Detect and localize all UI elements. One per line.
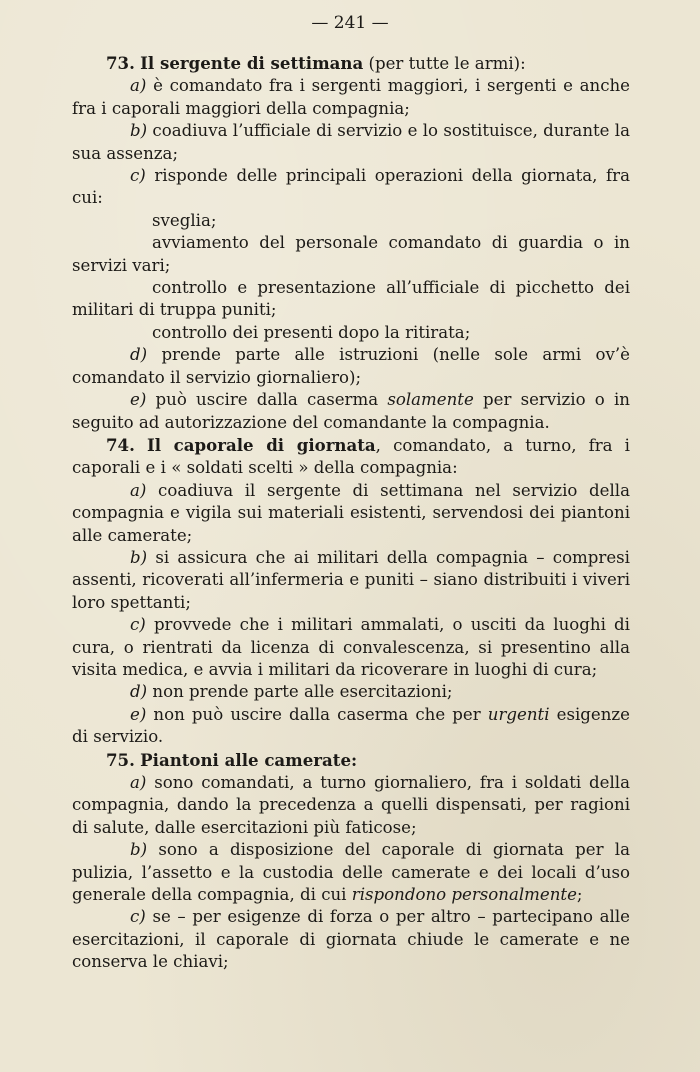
section-title: Il caporale di giornata xyxy=(147,434,376,455)
item-text: se – per esigenze di forza o per altro – partecipano alle esercitazioni, il caporale di giornata chiude le camerate e ne conserva le chiavi; xyxy=(72,907,630,972)
list-item xyxy=(72,165,630,210)
section-title: Piantoni alle camerate: xyxy=(140,749,358,770)
section-number: 74. xyxy=(106,434,135,455)
item-label: e) xyxy=(130,704,147,724)
item-text: non prende parte alle esercitazioni; xyxy=(152,682,453,702)
item-text: coadiuva il sergente di settimana nel servizio della compagnia e vigila sui materiali esistenti, servendosi dei piantoni alle camerate; xyxy=(72,480,630,545)
item-text: risponde delle principali operazioni della giornata, fra cui: xyxy=(72,166,631,208)
item-label: a) xyxy=(130,480,147,500)
document-body xyxy=(72,52,630,974)
item-label: c) xyxy=(130,615,146,635)
item-emphasis: rispondono personalmente xyxy=(351,885,577,905)
list-item xyxy=(72,681,630,703)
section-intro: (per tutte le armi): xyxy=(368,54,526,73)
list-item xyxy=(72,547,630,614)
list-item xyxy=(72,772,630,839)
item-text: sono a disposizione del caporale di giornata per la pulizia, l’assetto e la custodia delle camerate e dei locali d’uso generale della compagnia, di cui xyxy=(72,840,630,905)
sub-item: controllo e presentazione all’ufficiale di picchetto dei militari di truppa puniti; xyxy=(72,278,630,320)
item-emphasis: solamente xyxy=(387,390,474,410)
item-text: ; xyxy=(576,885,583,905)
item-label: b) xyxy=(130,121,148,141)
item-emphasis: urgenti xyxy=(487,704,550,724)
list-item xyxy=(72,704,630,749)
item-label: c) xyxy=(130,166,146,186)
list-item xyxy=(72,75,630,120)
item-label: e) xyxy=(130,390,147,410)
list-item xyxy=(72,389,630,434)
item-text: coadiuva l’ufficiale di servizio e lo sostituisce, durante la sua assenza; xyxy=(72,121,630,163)
item-label: d) xyxy=(130,345,148,365)
item-label: c) xyxy=(130,907,146,927)
item-label: a) xyxy=(130,76,147,96)
item-text: non può uscire dalla caserma che per xyxy=(153,704,481,724)
section-title: Il sergente di settimana xyxy=(140,53,364,73)
section-74-heading xyxy=(72,434,630,480)
item-text: è comandato fra i sergenti maggiori, i sergenti e anche fra i caporali maggiori della compagnia; xyxy=(72,76,630,118)
item-text: per servizio o in seguito ad autorizzazione del comandante la compagnia. xyxy=(72,390,630,432)
list-item xyxy=(72,480,630,547)
sub-item: avviamento del personale comandato di guardia o in servizi vari; xyxy=(72,233,630,275)
item-label: b) xyxy=(130,840,148,860)
item-text: provvede che i militari ammalati, o usciti da luoghi di cura, o rientrati da licenza di convalescenza, si presentino alla visita medica, e avvia i militari da ricoverare in luoghi di cura; xyxy=(72,615,630,679)
list-item xyxy=(72,120,630,165)
section-number: 75. xyxy=(106,749,135,770)
item-label: d) xyxy=(130,682,148,702)
item-text: può uscire dalla caserma xyxy=(155,390,379,410)
list-item xyxy=(72,839,630,906)
item-text: sono comandati, a turno giornaliero, fra i soldati della compagnia, dando la precedenza a quelli dispensati, per ragioni di salute, dalle esercitazioni più faticose; xyxy=(72,773,630,837)
item-text: prende parte alle istruzioni (nelle sole armi ov’è comandato il servizio giornaliero); xyxy=(72,345,630,387)
sub-item: sveglia; xyxy=(152,210,217,230)
list-item xyxy=(72,906,630,973)
section-intro: , comandato, a turno, fra i caporali e i « soldati scelti » della compagnia: xyxy=(72,435,630,478)
section-75-heading xyxy=(72,749,630,772)
sub-item: controllo dei presenti dopo la ritirata; xyxy=(152,322,471,342)
item-label: a) xyxy=(130,773,147,792)
section-number: 73. xyxy=(106,53,135,73)
item-text: esigenze di servizio. xyxy=(72,704,630,747)
list-item xyxy=(72,614,630,681)
item-label: b) xyxy=(130,547,148,567)
list-item xyxy=(72,344,630,389)
page-number: — 241 — xyxy=(311,13,389,33)
item-text: si assicura che ai militari della compagnia – compresi assenti, ricoverati all’infermeria e puniti – siano distribuiti i viveri loro spettanti; xyxy=(72,547,630,612)
section-73-heading xyxy=(72,52,630,75)
